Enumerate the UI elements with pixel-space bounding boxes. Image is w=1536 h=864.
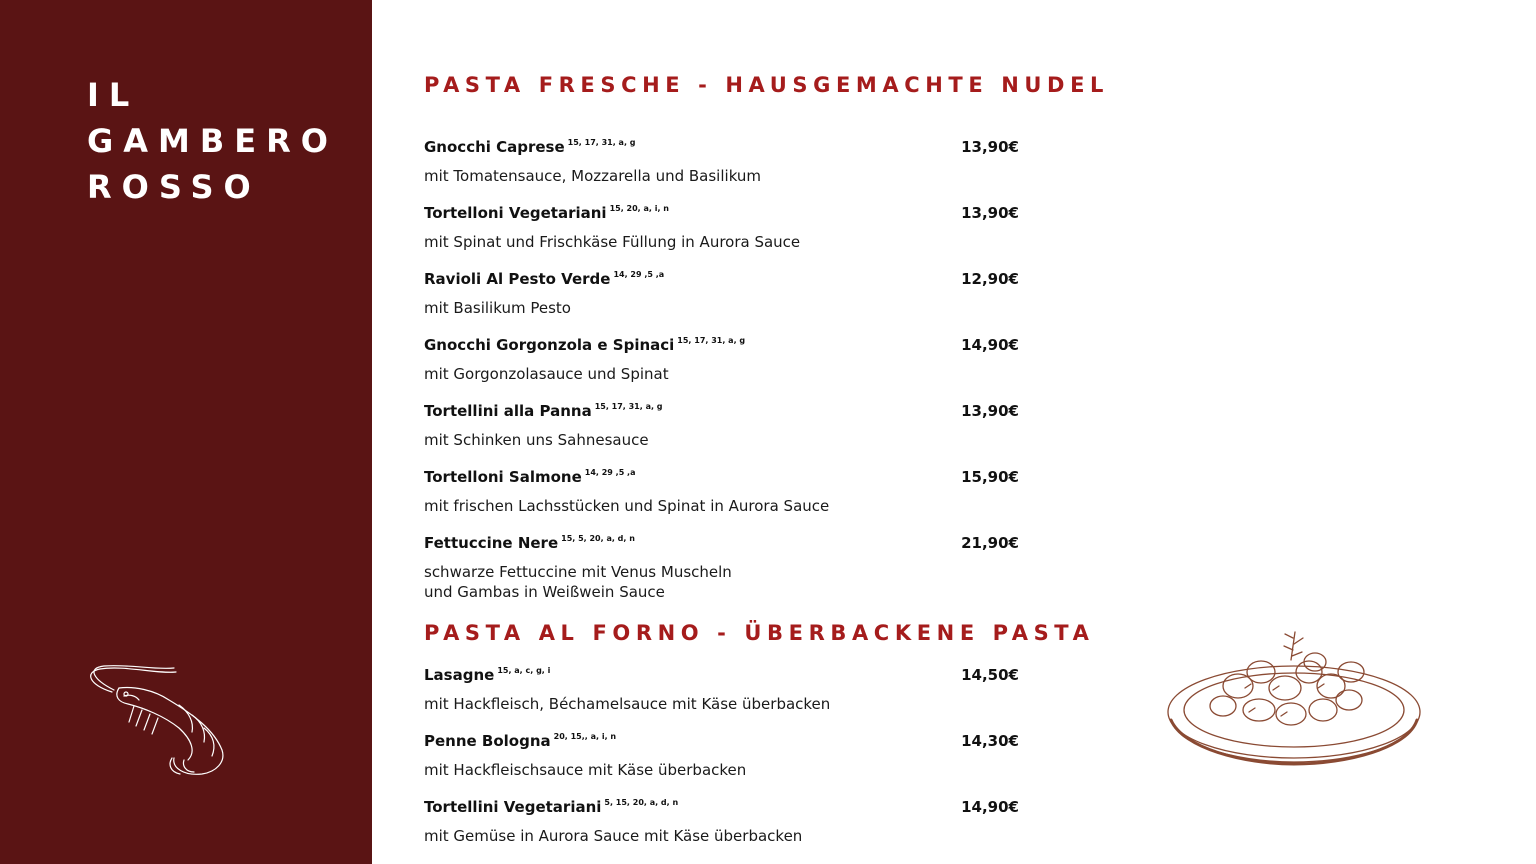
item-description: mit Basilikum Pesto	[424, 299, 571, 317]
item-price: 13,90€	[961, 204, 1019, 222]
item-description: mit Tomatensauce, Mozzarella und Basilikum	[424, 167, 762, 185]
item-description: mit Gemüse in Aurora Sauce mit Käse überbacken	[424, 827, 803, 845]
brand-line-2: GAMBERO	[87, 122, 338, 160]
item-description: mit frischen Lachsstücken und Spinat in Aurora Sauce	[424, 497, 830, 515]
restaurant-name	[87, 72, 338, 210]
section-title-pasta-al-forno: PASTA AL FORNO - ÜBERBACKENE PASTA	[424, 621, 1095, 645]
sidebar	[0, 0, 372, 864]
item-description-line-2: und Gambas in Weißwein Sauce	[424, 583, 665, 601]
item-price: 21,90€	[961, 534, 1019, 552]
item-name: Penne Bologna $^{20, 15,, a, i, n}$	[424, 732, 617, 750]
allergen-codes: 15, 20, a, i, n	[609, 204, 669, 213]
item-name: Tortelloni Salmone $^{14, 29 ,5 ,a}$	[424, 468, 636, 486]
item-price: 14,50€	[961, 666, 1019, 684]
item-description: mit Hackfleisch, Béchamelsauce mit Käse überbacken	[424, 695, 831, 713]
allergen-codes: 15, 5, 20, a, d, n	[561, 534, 635, 543]
item-description	[424, 562, 732, 602]
item-description: mit Hackfleischsauce mit Käse überbacken	[424, 761, 747, 779]
item-name: Tortelloni Vegetariani $^{15, 20, a, i, n}$	[424, 204, 669, 222]
allergen-codes: 15, 17, 31, a, g	[594, 402, 663, 411]
item-name: Lasagne $^{15, a, c, g, i}$	[424, 666, 551, 684]
gnocchi-plate-icon	[1163, 628, 1425, 772]
item-description: mit Schinken uns Sahnesauce	[424, 431, 649, 449]
allergen-codes: 14, 29 ,5 ,a	[613, 270, 665, 279]
allergen-codes: 20, 15,, a, i, n	[553, 732, 617, 741]
allergen-codes: 15, a, c, g, i	[497, 666, 551, 675]
item-name: Ravioli Al Pesto Verde $^{14, 29 ,5 ,a}$	[424, 270, 665, 288]
item-price: 14,30€	[961, 732, 1019, 750]
item-name: Fettuccine Nere $^{15, 5, 20, a, d, n}$	[424, 534, 635, 552]
allergen-codes: 14, 29 ,5 ,a	[584, 468, 636, 477]
shrimp-icon	[84, 660, 234, 782]
brand-line-3: ROSSO	[87, 168, 261, 206]
allergen-codes: 5, 15, 20, a, d, n	[604, 798, 679, 807]
item-name: Gnocchi Gorgonzola e Spinaci $^{15, 17, 31, a, g}$	[424, 336, 746, 354]
item-description: mit Spinat und Frischkäse Füllung in Aurora Sauce	[424, 233, 801, 251]
item-price: 13,90€	[961, 138, 1019, 156]
item-price: 12,90€	[961, 270, 1019, 288]
section-title-pasta-fresche: PASTA FRESCHE - HAUSGEMACHTE NUDEL	[424, 73, 1109, 97]
item-price: 14,90€	[961, 336, 1019, 354]
allergen-codes: 15, 17, 31, a, g	[567, 138, 636, 147]
item-description: mit Gorgonzolasauce und Spinat	[424, 365, 669, 383]
brand-line-1: IL	[87, 76, 140, 114]
allergen-codes: 15, 17, 31, a, g	[677, 336, 746, 345]
item-name: Tortellini alla Panna $^{15, 17, 31, a, g}$	[424, 402, 663, 420]
item-price: 13,90€	[961, 402, 1019, 420]
item-description-line-1: schwarze Fettuccine mit Venus Muscheln	[424, 563, 732, 581]
item-name: Tortellini Vegetariani $^{5, 15, 20, a, d, n}$	[424, 798, 679, 816]
item-price: 15,90€	[961, 468, 1019, 486]
item-name: Gnocchi Caprese $^{15, 17, 31, a, g}$	[424, 138, 636, 156]
item-price: 14,90€	[961, 798, 1019, 816]
